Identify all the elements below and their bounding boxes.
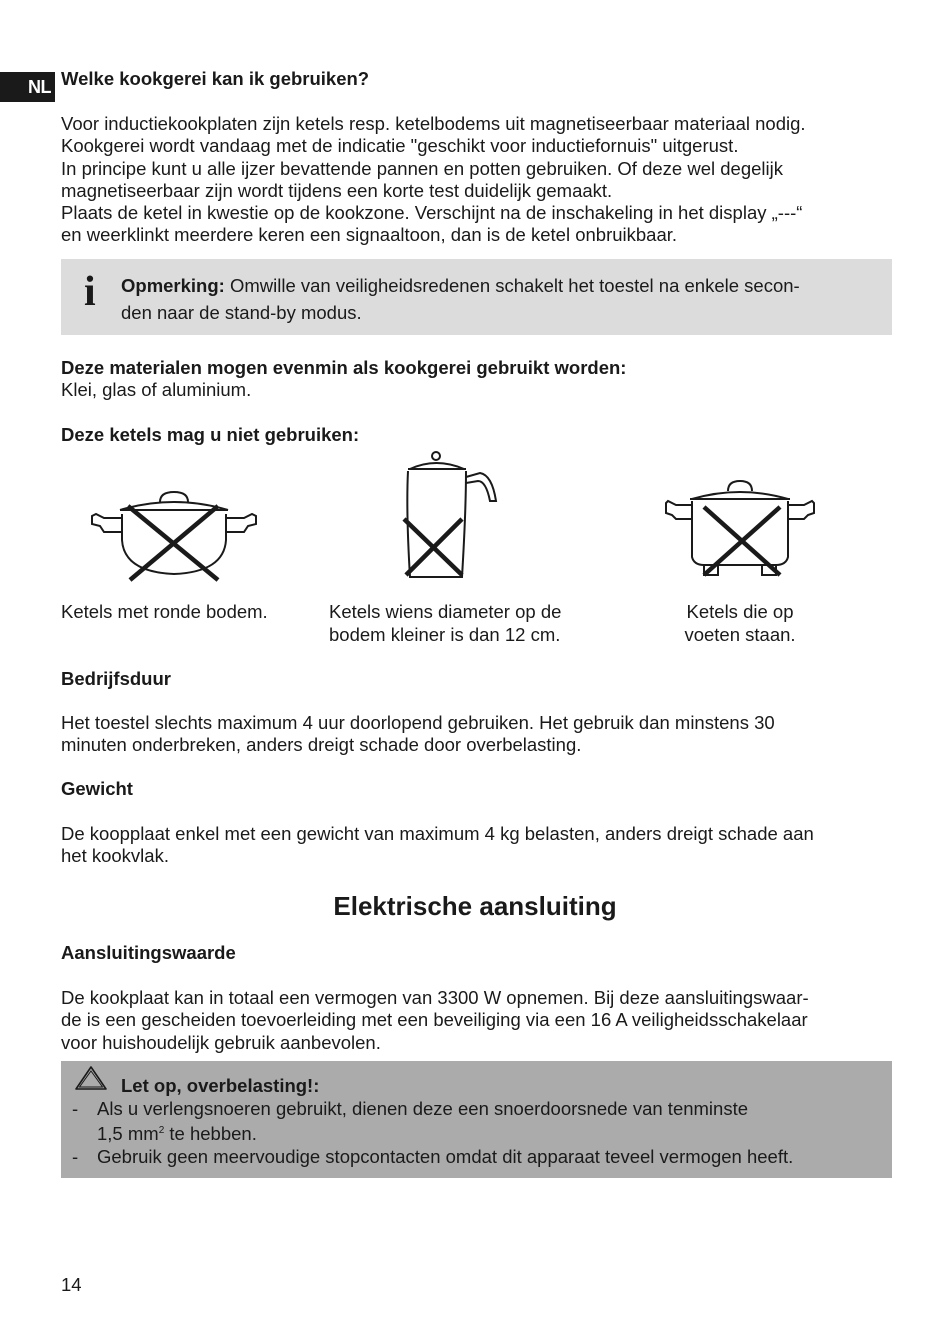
note-line1: Omwille van veiligheidsredenen schakelt het toestel na enkele secon-	[224, 275, 800, 296]
electric-paragraph	[61, 987, 809, 1054]
note-label: Opmerking:	[121, 275, 225, 296]
superscript: 2	[158, 1125, 165, 1137]
weight-paragraph	[61, 823, 814, 868]
paragraph-line: minuten onderbreken, anders dreigt schade door overbelasting.	[61, 734, 582, 756]
warning-title: Let op, overbelasting!:	[121, 1075, 320, 1096]
pot-caption-1	[61, 600, 268, 623]
warning-list	[72, 1098, 793, 1168]
caption-line: Ketels met ronde bodem.	[61, 601, 268, 622]
language-tab: NL	[0, 72, 55, 102]
paragraph-line: magnetiseerbaar zijn wordt tijdens een korte test duidelijk gemaakt.	[61, 179, 613, 201]
paragraph-line: De koopplaat enkel met een gewicht van maximum 4 kg belasten, anders dreigt schade aan	[61, 823, 814, 844]
caption-line: voeten staan.	[684, 624, 796, 645]
pots-heading: Deze ketels mag u niet gebruiken:	[61, 424, 360, 445]
cookware-paragraph	[61, 113, 806, 247]
warning-item	[72, 1098, 793, 1120]
electric-subheading: Aansluitingswaarde	[61, 942, 236, 963]
text-part: te hebben.	[164, 1123, 257, 1145]
electric-title: Elektrische aansluiting	[333, 891, 617, 921]
footed-pot-icon	[664, 477, 816, 581]
paragraph-line: voor huishoudelijk gebruik aanbevolen.	[61, 1031, 381, 1053]
pot-caption-3	[640, 600, 840, 646]
warning-item-text	[97, 1120, 257, 1145]
paragraph-line: Het toestel slechts maximum 4 uur doorlopend gebruiken. Het gebruik dan minstens 30	[61, 712, 775, 733]
list-dash: -	[72, 1145, 79, 1167]
section-heading-cookware: Welke kookgerei kan ik gebruiken?	[61, 68, 370, 89]
text-part: 1,5 mm	[97, 1123, 159, 1145]
info-icon: i	[84, 269, 96, 315]
materials-text: Klei, glas of aluminium.	[61, 379, 252, 400]
weight-heading: Gewicht	[61, 778, 133, 799]
note-line2: den naar de stand-by modus.	[121, 302, 362, 323]
round-bottom-pot-icon	[90, 488, 260, 588]
caption-line: bodem kleiner is dan 12 cm.	[329, 624, 561, 645]
warning-item-continuation	[72, 1120, 793, 1145]
narrow-jug-icon	[398, 451, 502, 581]
paragraph-line: de is een gescheiden toevoerleiding met een beveiliging via een 16 A veiligheidsschakelaar	[61, 1009, 808, 1031]
page-number: 14	[61, 1274, 82, 1295]
warning-triangle-icon	[74, 1065, 108, 1091]
list-dash: -	[72, 1098, 79, 1119]
paragraph-line: Voor inductiekookplaten zijn ketels resp. ketelbodems uit magnetiseerbaar materiaal nodig.	[61, 113, 806, 134]
warning-item	[72, 1146, 793, 1168]
paragraph-line: het kookvlak.	[61, 845, 169, 867]
caption-line: Ketels wiens diameter op de	[329, 601, 562, 622]
paragraph-line: Plaats de ketel in kwestie op de kookzone. Verschijnt na de inschakeling in het display „---“	[61, 202, 803, 224]
paragraph-line: Kookgerei wordt vandaag met de indicatie "geschikt voor inductiefornuis" uitgerust.	[61, 135, 739, 157]
duration-heading: Bedrijfsduur	[61, 668, 171, 689]
paragraph-line: In principe kunt u alle ijzer bevattende pannen en potten gebruiken. Of deze wel degelijk	[61, 157, 783, 179]
pot-caption-2	[329, 600, 561, 646]
duration-paragraph	[61, 712, 775, 757]
caption-line: Ketels die op	[686, 601, 794, 622]
warning-item-text: Gebruik geen meervoudige stopcontacten omdat dit apparaat teveel vermogen heeft.	[97, 1145, 794, 1167]
materials-heading: Deze materialen mogen evenmin als kookgerei gebruikt worden:	[61, 357, 627, 378]
paragraph-line: De kookplaat kan in totaal een vermogen van 3300 W opnemen. Bij deze aansluitingswaar-	[61, 987, 809, 1008]
note-text	[121, 272, 800, 326]
paragraph-line: en weerklinkt meerdere keren een signaaltoon, dan is de ketel onbruikbaar.	[61, 224, 678, 246]
warning-item-text: Als u verlengsnoeren gebruikt, dienen deze een snoerdoorsnede van tenminste	[97, 1098, 749, 1119]
